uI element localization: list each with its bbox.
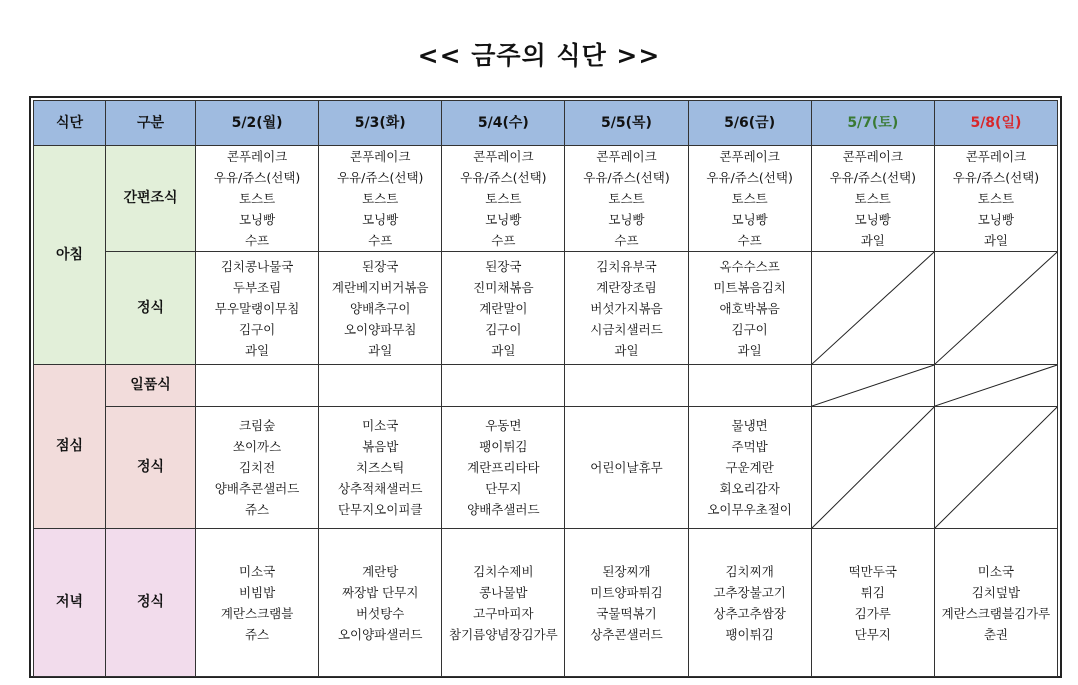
menu-item: 고추장불고기 xyxy=(713,584,786,600)
menu-item: 우유/쥬스(선택) xyxy=(952,170,1040,185)
menu-item: 오이무우초절이 xyxy=(707,502,792,517)
type-single: 일품식 xyxy=(106,365,196,407)
empty-cell-slash xyxy=(811,407,934,529)
meal-lunch: 점심 xyxy=(34,365,106,529)
header-day-tue: 5/3(화) xyxy=(319,101,442,146)
breakfast-simple-row xyxy=(34,146,1058,252)
menu-cell xyxy=(688,529,811,677)
menu-item: 모닝빵 xyxy=(608,212,645,227)
menu-item: 모닝빵 xyxy=(731,212,768,227)
menu-item: 볶음밥 xyxy=(362,439,399,454)
menu-cell-empty xyxy=(319,365,442,407)
lunch-single-row xyxy=(34,365,1058,407)
menu-cell xyxy=(688,252,811,365)
menu-item: 국물떡볶기 xyxy=(596,605,657,621)
menu-item: 두부조림 xyxy=(232,279,282,295)
menu-item: 김치유부국 xyxy=(596,258,657,274)
menu-item: 계란프리타타 xyxy=(467,460,540,475)
menu-item: 상추콘샐러드 xyxy=(590,626,663,642)
menu-cell xyxy=(442,407,565,529)
menu-item: 김구이 xyxy=(731,321,768,337)
menu-cell xyxy=(319,252,442,365)
header-day-mon: 5/2(월) xyxy=(196,101,319,146)
menu-item: 김구이 xyxy=(485,321,522,337)
page-title: << 금주의 식단 >> xyxy=(417,41,661,70)
menu-item: 김치콩나물국 xyxy=(220,258,294,274)
menu-table-frame xyxy=(29,96,1062,678)
menu-cell xyxy=(196,252,319,365)
menu-item: 튀김 xyxy=(860,584,885,600)
menu-item: 팽이튀김 xyxy=(479,439,528,454)
menu-item: 우유/쥬스(선택) xyxy=(706,170,793,185)
menu-cell xyxy=(565,529,688,677)
empty-cell-slash xyxy=(934,407,1057,529)
menu-item: 어린이날휴무 xyxy=(590,460,663,475)
menu-item: 우동면 xyxy=(485,418,522,433)
menu-item: 단무지 xyxy=(485,481,522,496)
menu-item: 옥수수스프 xyxy=(719,258,780,274)
menu-item: 콘푸레이크 xyxy=(596,149,657,164)
menu-cell xyxy=(196,529,319,677)
menu-item: 수프 xyxy=(737,233,762,248)
menu-cell-empty xyxy=(688,365,811,407)
menu-item: 우유/쥬스(선택) xyxy=(460,170,547,185)
menu-cell xyxy=(442,529,565,677)
menu-cell xyxy=(196,146,319,252)
menu-item: 오이양파샐러드 xyxy=(337,626,423,642)
menu-cell-empty xyxy=(196,365,319,407)
menu-item: 과일 xyxy=(737,342,762,358)
menu-item: 수프 xyxy=(368,233,393,248)
menu-item: 된장찌개 xyxy=(602,563,651,579)
menu-item: 상추적채샐러드 xyxy=(337,481,423,496)
menu-item: 김구이 xyxy=(238,321,276,337)
menu-item: 계란장조림 xyxy=(596,279,657,295)
menu-cell xyxy=(688,407,811,529)
menu-item: 진미채볶음 xyxy=(473,279,534,295)
header-row xyxy=(34,101,1058,146)
menu-item: 우유/쥬스(선택) xyxy=(583,170,670,185)
menu-item: 과일 xyxy=(860,233,885,248)
menu-item: 과일 xyxy=(368,342,393,358)
menu-item: 콘푸레이크 xyxy=(842,149,903,164)
menu-item: 모닝빵 xyxy=(485,212,522,227)
menu-item: 토스트 xyxy=(977,191,1015,206)
menu-item: 과일 xyxy=(491,342,516,358)
menu-cell xyxy=(811,529,934,677)
header-day-sun: 5/8(일) xyxy=(934,101,1057,146)
menu-item: 과일 xyxy=(614,342,639,358)
menu-item: 참기름양념장김가루 xyxy=(449,626,558,642)
menu-item: 수프 xyxy=(491,233,516,248)
dinner-regular-row xyxy=(34,529,1058,677)
menu-item: 구운계란 xyxy=(725,460,774,475)
menu-cell xyxy=(565,252,688,365)
menu-item: 콘푸레이크 xyxy=(965,149,1027,164)
menu-cell xyxy=(688,146,811,252)
menu-item: 계란탕 xyxy=(362,563,399,579)
menu-item: 콘푸레이크 xyxy=(226,149,288,164)
menu-item: 미트양파튀김 xyxy=(590,584,663,600)
menu-item: 우유/쥬스(선택) xyxy=(337,170,424,185)
menu-item: 미소국 xyxy=(977,563,1015,579)
menu-item: 쏘이까스 xyxy=(232,439,282,454)
menu-item: 팽이튀김 xyxy=(725,626,774,642)
menu-item: 모닝빵 xyxy=(854,212,891,227)
menu-cell xyxy=(934,529,1057,677)
menu-item: 크림숲 xyxy=(238,418,276,433)
menu-item: 시금치샐러드 xyxy=(590,321,663,337)
menu-item: 춘권 xyxy=(983,626,1008,642)
menu-cell xyxy=(319,146,442,252)
menu-cell xyxy=(442,146,565,252)
menu-cell xyxy=(565,146,688,252)
menu-cell xyxy=(319,529,442,677)
menu-item: 물냉면 xyxy=(731,418,768,433)
menu-item: 된장국 xyxy=(485,258,522,274)
empty-cell-slash xyxy=(811,252,934,365)
menu-item: 수프 xyxy=(244,233,270,248)
menu-cell xyxy=(934,146,1057,252)
menu-item: 모닝빵 xyxy=(238,212,276,227)
type-regular: 정식 xyxy=(106,252,196,365)
menu-item: 토스트 xyxy=(362,191,399,206)
menu-item: 김치찌개 xyxy=(725,563,774,579)
menu-item: 양배추콘샐러드 xyxy=(214,481,300,496)
menu-item: 토스트 xyxy=(608,191,645,206)
menu-item: 버섯탕수 xyxy=(356,605,405,621)
menu-item: 회오리감자 xyxy=(719,481,780,496)
header-day-thu: 5/5(목) xyxy=(565,101,688,146)
menu-cell xyxy=(442,252,565,365)
menu-item: 과일 xyxy=(244,342,270,358)
menu-item: 치즈스틱 xyxy=(356,460,405,475)
header-day-fri: 5/6(금) xyxy=(688,101,811,146)
menu-item: 콘푸레이크 xyxy=(350,149,411,164)
type-regular: 정식 xyxy=(106,529,196,677)
menu-item: 단무지 xyxy=(854,626,891,642)
menu-item: 계란스크램블 xyxy=(220,605,294,621)
weekly-menu-table xyxy=(33,100,1058,677)
menu-cell xyxy=(811,146,934,252)
menu-cell-empty xyxy=(442,365,565,407)
menu-item: 모닝빵 xyxy=(977,212,1015,227)
menu-item: 떡만두국 xyxy=(848,563,897,579)
menu-item: 우유/쥬스(선택) xyxy=(829,170,916,185)
menu-item: 계란베지버거볶음 xyxy=(331,279,429,295)
menu-item: 고구마피자 xyxy=(473,605,534,621)
menu-item: 토스트 xyxy=(854,191,891,206)
menu-item: 콘푸레이크 xyxy=(719,149,780,164)
menu-item: 쥬스 xyxy=(244,626,270,642)
menu-item: 콩나물밥 xyxy=(479,584,528,600)
menu-item: 쥬스 xyxy=(244,502,270,517)
menu-item: 김치전 xyxy=(238,460,276,475)
menu-item: 버섯가지볶음 xyxy=(590,300,663,316)
lunch-regular-row xyxy=(34,407,1058,529)
type-simple: 간편조식 xyxy=(106,146,196,252)
empty-cell-slash xyxy=(934,252,1057,365)
menu-item: 우유/쥬스(선택) xyxy=(213,170,301,185)
menu-cell-empty xyxy=(565,365,688,407)
menu-item: 과일 xyxy=(983,233,1008,248)
menu-item: 짜장밥 단무지 xyxy=(341,584,419,600)
empty-cell-slash xyxy=(811,365,934,407)
breakfast-regular-row xyxy=(34,252,1058,365)
menu-item: 된장국 xyxy=(362,258,399,274)
menu-item: 콘푸레이크 xyxy=(473,149,534,164)
menu-item: 오이양파무침 xyxy=(343,321,417,337)
menu-item: 상추고추쌈장 xyxy=(713,605,786,621)
menu-item: 주먹밥 xyxy=(731,439,768,454)
empty-cell-slash xyxy=(934,365,1057,407)
menu-item: 비빔밥 xyxy=(238,584,276,600)
menu-item: 미소국 xyxy=(238,563,276,579)
menu-cell xyxy=(565,407,688,529)
menu-item: 토스트 xyxy=(731,191,768,206)
menu-item: 토스트 xyxy=(238,191,276,206)
menu-item: 단무지오이피클 xyxy=(337,502,423,517)
menu-item: 모닝빵 xyxy=(362,212,399,227)
menu-item: 김치수제비 xyxy=(473,563,534,579)
menu-item: 계란스크램블김가루 xyxy=(941,605,1051,621)
menu-item: 양배추샐러드 xyxy=(467,502,540,517)
type-regular: 정식 xyxy=(106,407,196,529)
menu-item: 양배추구이 xyxy=(350,300,411,316)
meal-dinner: 저녁 xyxy=(34,529,106,677)
header-day-sat: 5/7(토) xyxy=(811,101,934,146)
menu-item: 애호박볶음 xyxy=(719,300,780,316)
menu-item: 토스트 xyxy=(485,191,522,206)
menu-item: 계란말이 xyxy=(479,300,528,316)
header-day-wed: 5/4(수) xyxy=(442,101,565,146)
menu-item: 미소국 xyxy=(362,418,399,433)
menu-item: 무우말랭이무침 xyxy=(214,300,300,316)
menu-item: 김치덮밥 xyxy=(971,584,1021,600)
menu-cell xyxy=(319,407,442,529)
menu-item: 김가루 xyxy=(854,605,891,621)
header-meal: 식단 xyxy=(34,101,106,146)
meal-breakfast: 아침 xyxy=(34,146,106,365)
menu-item: 미트볶음김치 xyxy=(713,279,786,295)
menu-cell xyxy=(196,407,319,529)
header-type: 구분 xyxy=(106,101,196,146)
menu-item: 수프 xyxy=(614,233,639,248)
